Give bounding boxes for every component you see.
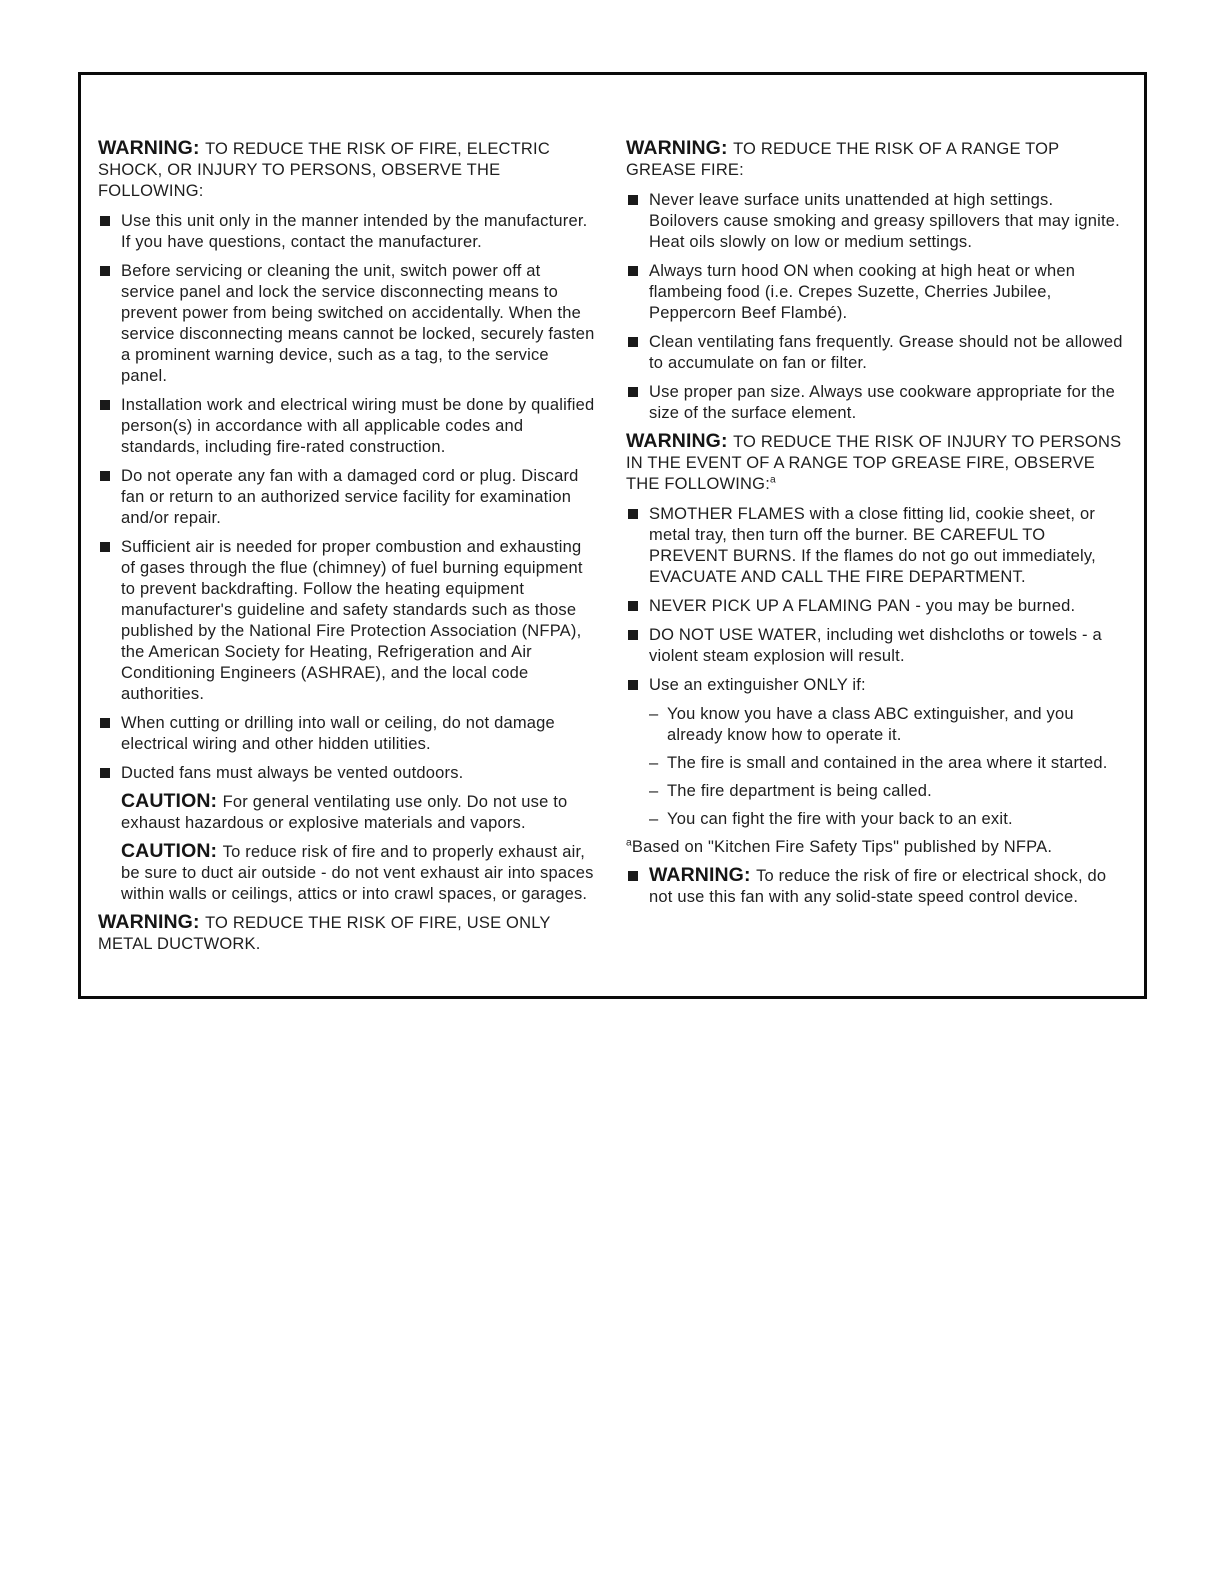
bullet-square-icon: [628, 266, 638, 276]
caution-paragraph: CAUTION: To reduce risk of fire and to properly exhaust air, be sure to duct air outside - do not vent exhaust air into spaces within walls or ceilings, attics or into crawl spaces, or garages.: [121, 840, 594, 903]
dash-subitem: – You know you have a class ABC extinguisher, and you already know how to operate it.: [649, 705, 1074, 744]
bullet-square-icon: [628, 871, 638, 881]
bullet-item: Clean ventilating fans frequently. Grease should not be allowed to accumulate on fan or filter.: [626, 332, 1124, 374]
section-heading: WARNING: TO REDUCE THE RISK OF INJURY TO PERSONS IN THE EVENT OF A RANGE TOP GREASE FIRE, OBSERVE THE FOLLOWING:$^a$: [626, 430, 1122, 493]
bullet-item: Sufficient air is needed for proper combustion and exhausting of gases through the flue (chimney) of fuel burning equipment to prevent backdrafting. Follow the heating equipment manufacturer's guideline and safety standards such as those published by the National Fire Protection Association (NFPA), the American Society for Heating, Refrigeration and Air Conditioning Engineers (ASHRAE), and the local code authorities.: [98, 537, 596, 705]
bold-prefix: WARNING:: [649, 864, 757, 886]
bullet-item: Use proper pan size. Always use cookware appropriate for the size of the surface element.: [626, 382, 1124, 424]
bullet-square-icon: [628, 337, 638, 347]
bold-prefix: WARNING:: [626, 137, 734, 159]
bullet-item: Use an extinguisher ONLY if:: [626, 675, 1124, 696]
dash-marker: –: [649, 754, 659, 772]
footnote-superscript: a: [626, 837, 632, 849]
section-heading: WARNING: TO REDUCE THE RISK OF FIRE, ELECTRIC SHOCK, OR INJURY TO PERSONS, OBSERVE THE FOLLOWING:: [98, 137, 550, 200]
bold-prefix: WARNING:: [98, 137, 206, 159]
bullet-item: Never leave surface units unattended at high settings. Boilovers cause smoking and greasy spillovers that may ignite. Heat oils slowly on low or medium settings.: [626, 190, 1124, 253]
bullet-square-icon: [628, 195, 638, 205]
safety-warnings-panel: [78, 72, 1147, 999]
bullet-square-icon: [100, 542, 110, 552]
bullet-square-icon: [628, 387, 638, 397]
bullet-item: Use this unit only in the manner intended by the manufacturer. If you have questions, contact the manufacturer.: [98, 211, 596, 253]
two-column-layout: [81, 75, 1144, 964]
section-heading: WARNING: TO REDUCE THE RISK OF FIRE, USE ONLY METAL DUCTWORK.: [98, 911, 551, 953]
bullet-square-icon: [628, 630, 638, 640]
dash-marker: –: [649, 705, 659, 723]
bold-prefix: CAUTION:: [121, 840, 223, 862]
bold-prefix: WARNING:: [98, 911, 206, 933]
column-right: [626, 137, 1124, 964]
bullet-square-icon: [628, 509, 638, 519]
bullet-square-icon: [100, 718, 110, 728]
heading-superscript: a: [769, 474, 776, 486]
bullet-item: Installation work and electrical wiring must be done by qualified person(s) in accordance with all applicable codes and standards, including fire-rated construction.: [98, 395, 596, 458]
section-heading: WARNING: TO REDUCE THE RISK OF A RANGE TOP GREASE FIRE:: [626, 137, 1060, 179]
bullet-square-icon: [628, 680, 638, 690]
bullet-square-icon: [100, 471, 110, 481]
dash-subitem: – You can fight the fire with your back to an exit.: [649, 810, 1013, 828]
dash-subitem: – The fire department is being called.: [649, 782, 932, 800]
dash-marker: –: [649, 782, 659, 800]
bullet-square-icon: [100, 768, 110, 778]
bullet-item: DO NOT USE WATER, including wet dishcloths or towels - a violent steam explosion will result.: [626, 625, 1124, 667]
bullet-item: SMOTHER FLAMES with a close fitting lid, cookie sheet, or metal tray, then turn off the burner. BE CAREFUL TO PREVENT BURNS. If the flames do not go out immediately, EVACUATE AND CALL THE FIRE DEPARTMENT.: [626, 504, 1124, 588]
bold-prefix: WARNING:: [626, 430, 734, 452]
bullet-item: Do not operate any fan with a damaged cord or plug. Discard fan or return to an authorized service facility for examination and/or repair.: [98, 466, 596, 529]
bullet-square-icon: [100, 216, 110, 226]
bullet-item: Always turn hood ON when cooking at high heat or when flambeing food (i.e. Crepes Suzette, Cherries Jubilee, Peppercorn Beef Flambé).: [626, 261, 1124, 324]
bullet-item: NEVER PICK UP A FLAMING PAN - you may be burned.: [626, 596, 1124, 617]
bullet-item: WARNING: To reduce the risk of fire or electrical shock, do not use this fan with any solid-state speed control device.: [626, 866, 1124, 908]
bullet-square-icon: [628, 601, 638, 611]
dash-subitem: – The fire is small and contained in the area where it started.: [649, 754, 1108, 772]
caution-paragraph: CAUTION: For general ventilating use only. Do not use to exhaust hazardous or explosive materials and vapors.: [121, 790, 568, 832]
bold-prefix: CAUTION:: [121, 790, 223, 812]
bullet-item: Ducted fans must always be vented outdoors.: [98, 763, 596, 784]
bullet-item: Before servicing or cleaning the unit, switch power off at service panel and lock the service disconnecting means to prevent power from being switched on accidentally. When the service disconnecting means cannot be locked, securely fasten a prominent warning device, such as a tag, to the service panel.: [98, 261, 596, 387]
column-left: [98, 137, 596, 964]
bullet-item: When cutting or drilling into wall or ceiling, do not damage electrical wiring and other hidden utilities.: [98, 713, 596, 755]
dash-marker: –: [649, 810, 659, 828]
bullet-square-icon: [100, 266, 110, 276]
footnote: $^a$Based on "Kitchen Fire Safety Tips" published by NFPA.: [626, 837, 1053, 856]
bullet-square-icon: [100, 400, 110, 410]
